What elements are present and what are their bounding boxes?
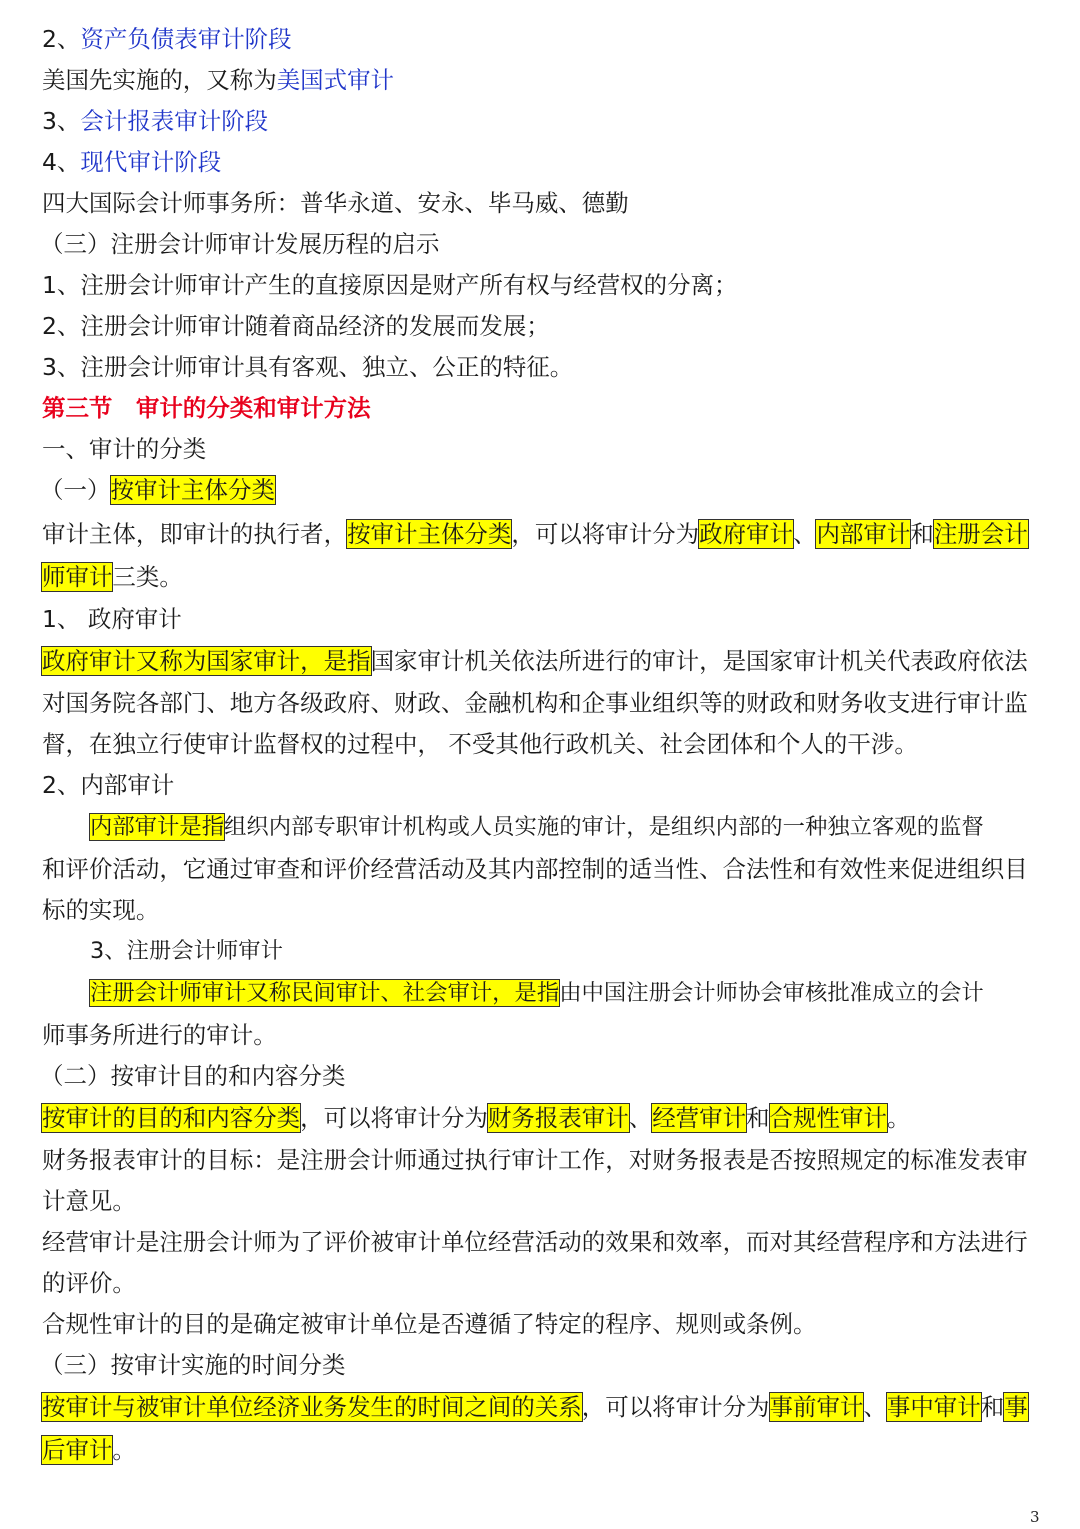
paragraph-line: 财务报表审计的目标：是注册会计师通过执行审计工作，对财务报表是否按照规定的标准发表审: [42, 1146, 1028, 1174]
highlighted-term: 合规性审计: [769, 1104, 887, 1132]
highlighted-term: 按审计主体分类: [110, 476, 275, 504]
paragraph-line: 的评价。: [42, 1269, 136, 1297]
paragraph-line: [42, 517, 1047, 551]
subheading: 3、注册会计师审计: [90, 938, 283, 964]
text-segment: 、: [863, 1393, 887, 1421]
highlighted-term: 注册会计师审计又称民间审计、社会审计，是指: [90, 980, 560, 1006]
text-segment: 国家审计机关依法所进行的审计，是国家审计机关代表政府依法: [370, 647, 1028, 675]
highlighted-term: 按审计与被审计单位经济业务发生的时间之间的关系: [42, 1393, 582, 1421]
subsection-heading: （三）注册会计师审计发展历程的启示: [40, 230, 440, 258]
text-segment: 、: [628, 1104, 653, 1132]
paragraph-line: [90, 976, 1080, 1010]
item-number: 2、: [42, 25, 81, 53]
text-segment: 。: [886, 1104, 911, 1132]
text-segment: 和: [980, 1393, 1005, 1421]
paragraph-line: [42, 560, 1047, 594]
paragraph-line: 师事务所进行的审计。: [42, 1021, 277, 1049]
paragraph-line: 3、注册会计师审计具有客观、独立、公正的特征。: [42, 353, 574, 381]
text-segment: ，可以将审计分为: [511, 520, 700, 548]
highlighted-term: 政府审计又称为国家审计，是指: [42, 647, 371, 675]
text-segment: ，可以将审计分为: [581, 1393, 770, 1421]
text-segment: 由中国注册会计师协会审核批准成立的会计: [559, 980, 984, 1006]
paragraph-line: 2、注册会计师审计随着商品经济的发展而发展；: [42, 312, 550, 340]
text-segment: （一）: [40, 476, 111, 504]
paragraph-line: [42, 644, 1047, 678]
big-four-firms: 四大国际会计师事务所：普华永道、安永、毕马威、德勤: [42, 189, 629, 217]
item-number: 4、: [42, 148, 81, 176]
stage-title: 现代审计阶段: [80, 148, 222, 176]
text-segment: 。: [112, 1436, 136, 1464]
text-segment: 美国先实施的，又称为: [42, 66, 277, 94]
item-number: 3、: [42, 107, 81, 135]
highlighted-term: 内部审计: [816, 520, 911, 548]
history-stage-4: [42, 145, 1047, 179]
highlighted-term: 内部审计是指: [90, 814, 225, 840]
paragraph-line: [42, 1390, 1047, 1424]
highlighted-term: 按审计的目的和内容分类: [42, 1104, 301, 1132]
text-segment: 和: [746, 1104, 770, 1132]
paragraph-line: [42, 1433, 1047, 1467]
subheading: 1、 政府审计: [42, 605, 182, 633]
history-stage-3: [42, 104, 1047, 138]
text-segment: 审计主体，即审计的执行者，: [42, 520, 348, 548]
text-segment: 和: [910, 520, 934, 548]
highlighted-term: 事中审计: [886, 1393, 981, 1421]
highlighted-term: 注册会计: [933, 520, 1028, 548]
highlighted-term: 经营审计: [652, 1104, 747, 1132]
paragraph-line: 1、注册会计师审计产生的直接原因是财产所有权与经营权的分离；: [42, 271, 738, 299]
text-segment: ，可以将审计分为: [300, 1104, 488, 1132]
highlighted-term: 事前审计: [769, 1393, 864, 1421]
stage-title: 会计报表审计阶段: [80, 107, 269, 135]
highlighted-term: 后审计: [42, 1436, 113, 1464]
highlighted-term: 财务报表审计: [487, 1104, 629, 1132]
paragraph-line: 督，在独立行使审计监督权的过程中， 不受其他行政机关、社会团体和个人的干涉。: [42, 730, 918, 758]
page-number: 3: [1030, 1508, 1040, 1526]
paragraph-line: [42, 1101, 1047, 1135]
stage-title: 资产负债表审计阶段: [80, 25, 292, 53]
highlighted-term: 政府审计: [699, 520, 793, 548]
text-segment: 组织内部专职审计机构或人员实施的审计，是组织内部的一种独立客观的监督: [224, 814, 984, 840]
subheading: 一、审计的分类: [42, 435, 207, 463]
subsection-heading: （三）按审计实施的时间分类: [40, 1351, 346, 1379]
paragraph-line: 标的实现。: [42, 896, 160, 924]
subsection-heading: （二）按审计目的和内容分类: [40, 1062, 346, 1090]
term-us-audit: 美国式审计: [276, 66, 395, 94]
text-segment: 三类。: [112, 563, 183, 591]
highlighted-term: 师审计: [42, 563, 113, 591]
paragraph-line: 经营审计是注册会计师为了评价被审计单位经营活动的效果和效率，而对其经营程序和方法进行: [42, 1228, 1028, 1256]
subheading: 2、内部审计: [42, 771, 175, 799]
text-segment: 、: [793, 520, 817, 548]
paragraph-line: 和评价活动，它通过审查和评价经营活动及其内部控制的适当性、合法性和有效性来促进组织目: [42, 855, 1028, 883]
paragraph-line: 计意见。: [42, 1187, 136, 1215]
highlighted-term: 按审计主体分类: [347, 520, 512, 548]
paragraph-line: 对国务院各部门、地方各级政府、财政、金融机构和企事业组织等的财政和财务收支进行审计监: [42, 689, 1028, 717]
paragraph-line: 合规性审计的目的是确定被审计单位是否遵循了特定的程序、规则或条例。: [42, 1310, 817, 1338]
subsection-heading: [40, 473, 1045, 507]
paragraph-line: [90, 810, 1080, 844]
history-stage-2: [42, 22, 1047, 56]
section-heading: 第三节 审计的分类和审计方法: [42, 394, 371, 422]
highlighted-term: 事: [1004, 1393, 1028, 1421]
stage-2-note: [42, 63, 1047, 97]
